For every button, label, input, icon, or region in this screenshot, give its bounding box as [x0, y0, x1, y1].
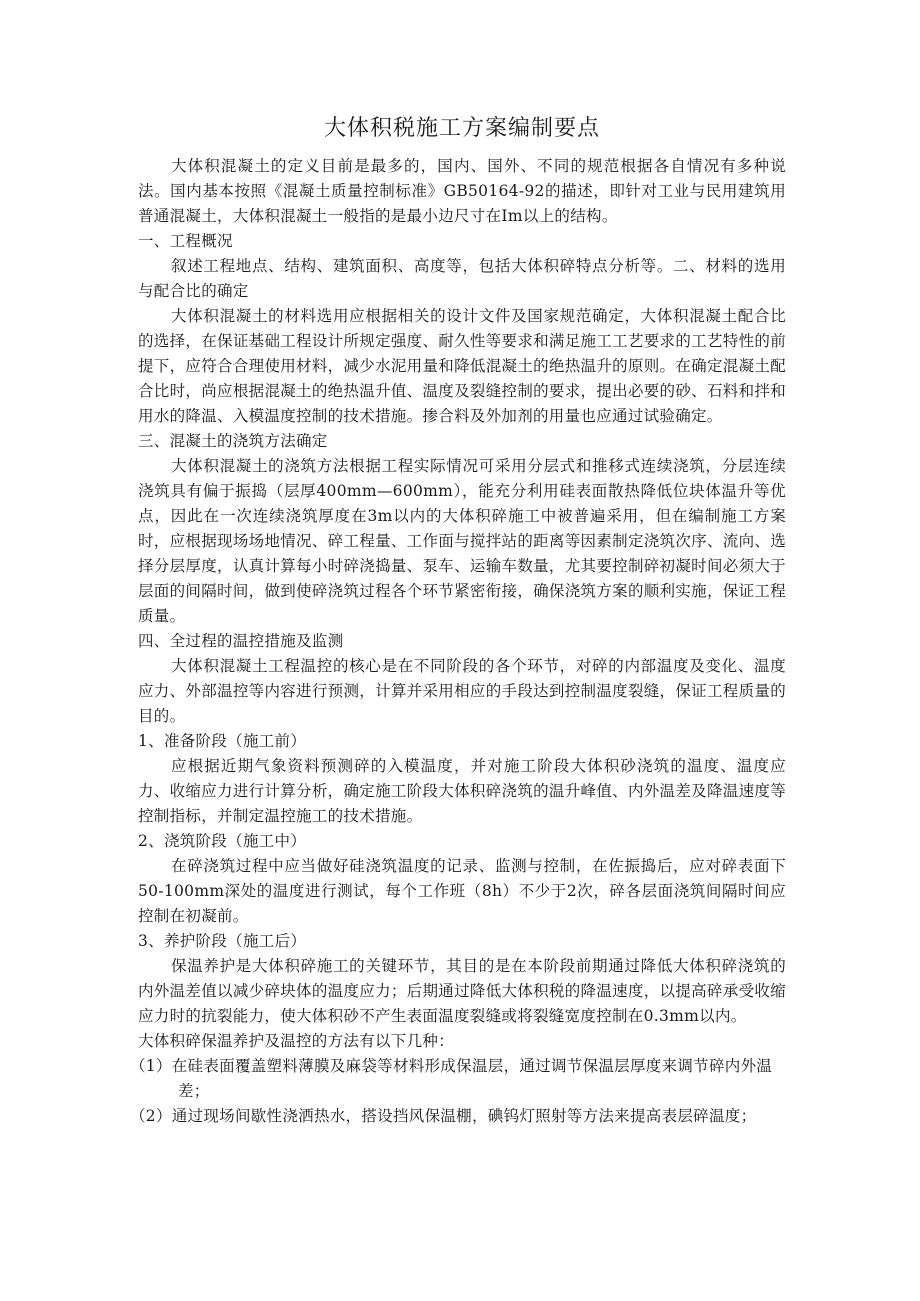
- section-2-body: 大体积混凝土的材料选用应根据相关的设计文件及国家规范确定，大体积混凝土配合比的选择，在保证基础工程设计所规定强度、耐久性等要求和满足施工工艺要求的工艺特性的前提下，应符合合理使用材料，减少水泥用量和降低混凝土的绝热温升的原则。在确定混凝土配合比时，尚应根据混凝土的绝热温升值、温度及裂缝控制的要求，提出必要的砂、石料和拌和用水的降温、入模温度控制的技术措施。掺合料及外加剂的用量也应通过试验确定。: [138, 307, 786, 425]
- section-1-body: 叙述工程地点、结构、建筑面积、高度等，包括大体积碎特点分析等。二、材料的选用与配合比的确定: [138, 257, 786, 300]
- section-4-body: 大体积混凝土工程温控的核心是在不同阶段的各个环节，对碎的内部温度及变化、温度应力、外部温控等内容进行预测，计算并采用相应的手段达到控制温度裂缝，保证工程质量的目的。: [138, 657, 786, 725]
- phase-3-heading: 3、养护阶段（施工后）: [138, 932, 307, 950]
- method-item-2: （2）通过现场间歇性浇洒热水，搭设挡风保温棚，碘钨灯照射等方法来提高表层碎温度；: [130, 1107, 757, 1125]
- document-body: [130, 112, 786, 1129]
- phase-1-body: 应根据近期气象资料预测碎的入模温度，并对施工阶段大体积砂浇筑的温度、温度应力、收缩应力进行计算分析，确定施工阶段大体积碎浇筑的温升峰值、内外温差及降温速度等控制指标，并制定温控施工的技术措施。: [138, 757, 786, 825]
- phase-2-heading: 2、浇筑阶段（施工中）: [138, 832, 307, 850]
- document-title: 大体积税施工方案编制要点: [323, 116, 600, 141]
- section-4-heading: 四、全过程的温控措施及监测: [138, 632, 344, 650]
- phase-1-heading: 1、准备阶段（施工前）: [138, 732, 307, 750]
- phase-2-body: 在碎浇筑过程中应当做好硅浇筑温度的记录、监测与控制，在佐振捣后，应对碎表面下50-100mm深处的温度进行测试，每个工作班（8h）不少于2次，碎各层面浇筑间隔时间应控制在初凝前。: [138, 857, 786, 925]
- phase-3-body: 保温养护是大体积碎施工的关键环节，其目的是在本阶段前期通过降低大体积碎浇筑的内外温差值以减少碎块体的温度应力；后期通过降低大体积税的降温速度，以提高碎承受收缩应力时的抗裂能力，使大体积砂不产生表面温度裂缝或将裂缝宽度控制在0.3mm以内。: [138, 957, 786, 1025]
- section-3-heading: 三、混凝土的浇筑方法确定: [138, 432, 328, 450]
- method-item-1: （1）在硅表面覆盖塑料薄膜及麻袋等材料形成保温层，通过调节保温层厚度来调节碎内外温差；: [130, 1057, 773, 1100]
- methods-intro: 大体积碎保温养护及温控的方法有以下几种：: [138, 1032, 455, 1050]
- intro-paragraph: 大体积混凝土的定义目前是最多的，国内、国外、不同的规范根据各自情况有多种说法。国内基本按照《混凝土质量控制标准》GB50164-92的描述，即针对工业与民用建筑用普通混凝土，大体积混凝土一般指的是最小边尺寸在Im以上的结构。: [138, 157, 786, 225]
- section-3-body: 大体积混凝土的浇筑方法根据工程实际情况可采用分层式和推移式连续浇筑，分层连续浇筑具有偏于振捣（层厚400mm—600mm），能充分利用硅表面散热降低位块体温升等优点，因此在一次连续浇筑厚度在3m以内的大体积碎施工中被普遍采用，但在编制施工方案时，应根据现场场地情况、碎工程量、工作面与搅拌站的距离等因素制定浇筑次序、流向、选择分层厚度，认真计算每小时碎浇捣量、泵车、运输车数量，尤其要控制碎初凝时间必须大于层面的间隔时间，做到使碎浇筑过程各个环节紧密衔接，确保浇筑方案的顺利实施，保证工程质量。: [138, 457, 786, 625]
- section-1-heading: 一、工程概况: [138, 232, 233, 250]
